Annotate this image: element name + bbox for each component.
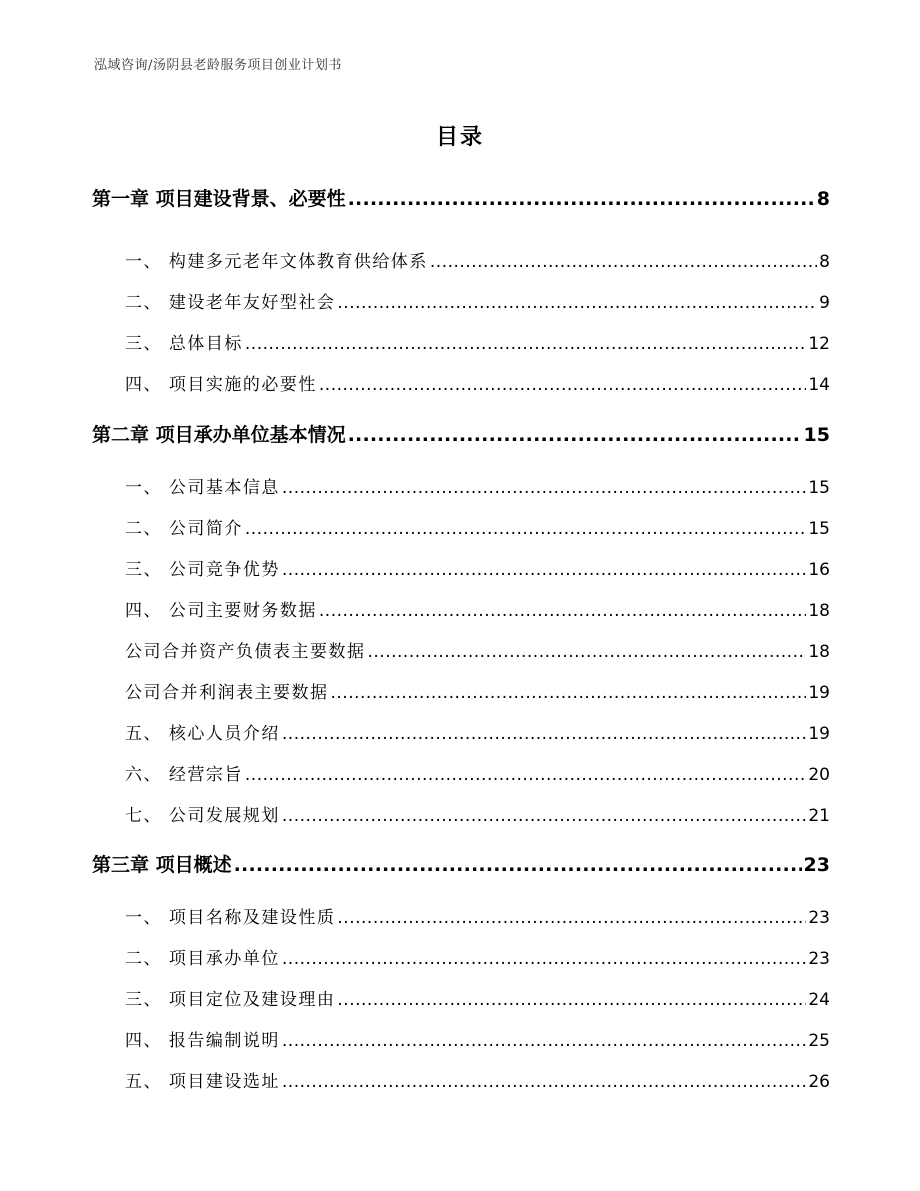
toc-entry-page: 21 xyxy=(808,806,830,826)
toc-section[interactable] xyxy=(92,944,830,969)
toc-entry-page: 9 xyxy=(819,293,830,313)
dot-leader xyxy=(282,1072,806,1092)
toc-entry-page: 15 xyxy=(808,478,830,498)
dot-leader xyxy=(282,949,806,969)
running-header: 泓域咨询/汤阴县老龄服务项目创业计划书 xyxy=(94,58,342,73)
toc-entry-page: 26 xyxy=(808,1072,830,1092)
header-divider xyxy=(92,80,828,81)
toc-section[interactable] xyxy=(92,514,830,539)
toc-section[interactable] xyxy=(92,473,830,498)
toc-section[interactable] xyxy=(92,1026,830,1051)
toc-entry-label: 三、 公司竞争优势 xyxy=(125,560,280,580)
dot-leader xyxy=(282,1031,806,1051)
dot-leader xyxy=(348,424,802,446)
toc-section[interactable] xyxy=(92,329,830,354)
toc-entry-label: 一、 构建多元老年文体教育供给体系 xyxy=(125,252,428,272)
toc-entry-page: 18 xyxy=(808,642,830,662)
toc-section[interactable] xyxy=(92,719,830,744)
dot-leader xyxy=(282,560,806,580)
toc-entry-label: 公司合并资产负债表主要数据 xyxy=(125,642,366,662)
toc-chapter-1[interactable] xyxy=(92,184,830,211)
dot-leader xyxy=(337,908,806,928)
dot-leader xyxy=(234,854,802,876)
dot-leader xyxy=(319,375,806,395)
toc-entry-label: 三、 项目定位及建设理由 xyxy=(125,990,336,1010)
toc-entry-page: 16 xyxy=(808,560,830,580)
toc-entry-label: 二、 公司简介 xyxy=(125,519,243,539)
toc-section[interactable] xyxy=(92,370,830,395)
toc-entry-label: 二、 项目承办单位 xyxy=(125,949,280,969)
dot-leader xyxy=(337,293,817,313)
toc-section[interactable] xyxy=(92,247,830,272)
dot-leader xyxy=(282,478,806,498)
toc-entry-page: 23 xyxy=(803,854,830,876)
dot-leader xyxy=(245,519,806,539)
toc-section[interactable] xyxy=(92,288,830,313)
toc-entry-label: 五、 核心人员介绍 xyxy=(125,724,280,744)
toc-entry-label: 四、 报告编制说明 xyxy=(125,1031,280,1051)
dot-leader xyxy=(430,252,817,272)
toc-entry-page: 20 xyxy=(808,765,830,785)
toc-entry-label: 二、 建设老年友好型社会 xyxy=(125,293,336,313)
toc-entry-page: 19 xyxy=(808,724,830,744)
toc-section[interactable] xyxy=(92,596,830,621)
toc-entry-page: 15 xyxy=(803,424,830,446)
toc-entry-label: 五、 项目建设选址 xyxy=(125,1072,280,1092)
toc-entry-label: 六、 经营宗旨 xyxy=(125,765,243,785)
toc-title: 目录 xyxy=(435,125,484,150)
toc-section[interactable] xyxy=(92,760,830,785)
dot-leader xyxy=(245,334,806,354)
toc-entry-label: 一、 公司基本信息 xyxy=(125,478,280,498)
dot-leader xyxy=(282,806,806,826)
dot-leader xyxy=(348,188,815,210)
dot-leader xyxy=(331,683,807,703)
toc-chapter-2[interactable] xyxy=(92,420,830,447)
toc-entry-page: 8 xyxy=(819,252,830,272)
toc-entry-label: 公司合并利润表主要数据 xyxy=(125,683,329,703)
toc-section[interactable] xyxy=(92,801,830,826)
toc-entry-page: 12 xyxy=(808,334,830,354)
toc-entry-label: 第一章 项目建设背景、必要性 xyxy=(92,188,346,210)
toc-entry-page: 19 xyxy=(808,683,830,703)
toc-section[interactable] xyxy=(92,678,830,703)
toc-section[interactable] xyxy=(92,985,830,1010)
toc-entry-label: 七、 公司发展规划 xyxy=(125,806,280,826)
toc-entry-label: 一、 项目名称及建设性质 xyxy=(125,908,336,928)
toc-entry-page: 25 xyxy=(808,1031,830,1051)
toc-section[interactable] xyxy=(92,637,830,662)
toc-section[interactable] xyxy=(92,555,830,580)
toc-section[interactable] xyxy=(92,1067,830,1092)
toc-entry-page: 23 xyxy=(808,908,830,928)
dot-leader xyxy=(245,765,806,785)
toc-entry-page: 18 xyxy=(808,601,830,621)
toc-chapter-3[interactable] xyxy=(92,850,830,877)
toc-entry-page: 15 xyxy=(808,519,830,539)
toc-entry-label: 四、 项目实施的必要性 xyxy=(125,375,317,395)
toc-entry-page: 8 xyxy=(816,188,830,210)
toc-section[interactable] xyxy=(92,903,830,928)
toc-entry-label: 第三章 项目概述 xyxy=(92,854,232,876)
dot-leader xyxy=(368,642,807,662)
toc-entry-label: 第二章 项目承办单位基本情况 xyxy=(92,424,346,446)
toc-entry-label: 四、 公司主要财务数据 xyxy=(125,601,317,621)
dot-leader xyxy=(282,724,806,744)
toc-entry-page: 24 xyxy=(808,990,830,1010)
toc-entry-page: 14 xyxy=(808,375,830,395)
toc-entry-page: 23 xyxy=(808,949,830,969)
toc-entry-label: 三、 总体目标 xyxy=(125,334,243,354)
dot-leader xyxy=(319,601,806,621)
dot-leader xyxy=(337,990,806,1010)
